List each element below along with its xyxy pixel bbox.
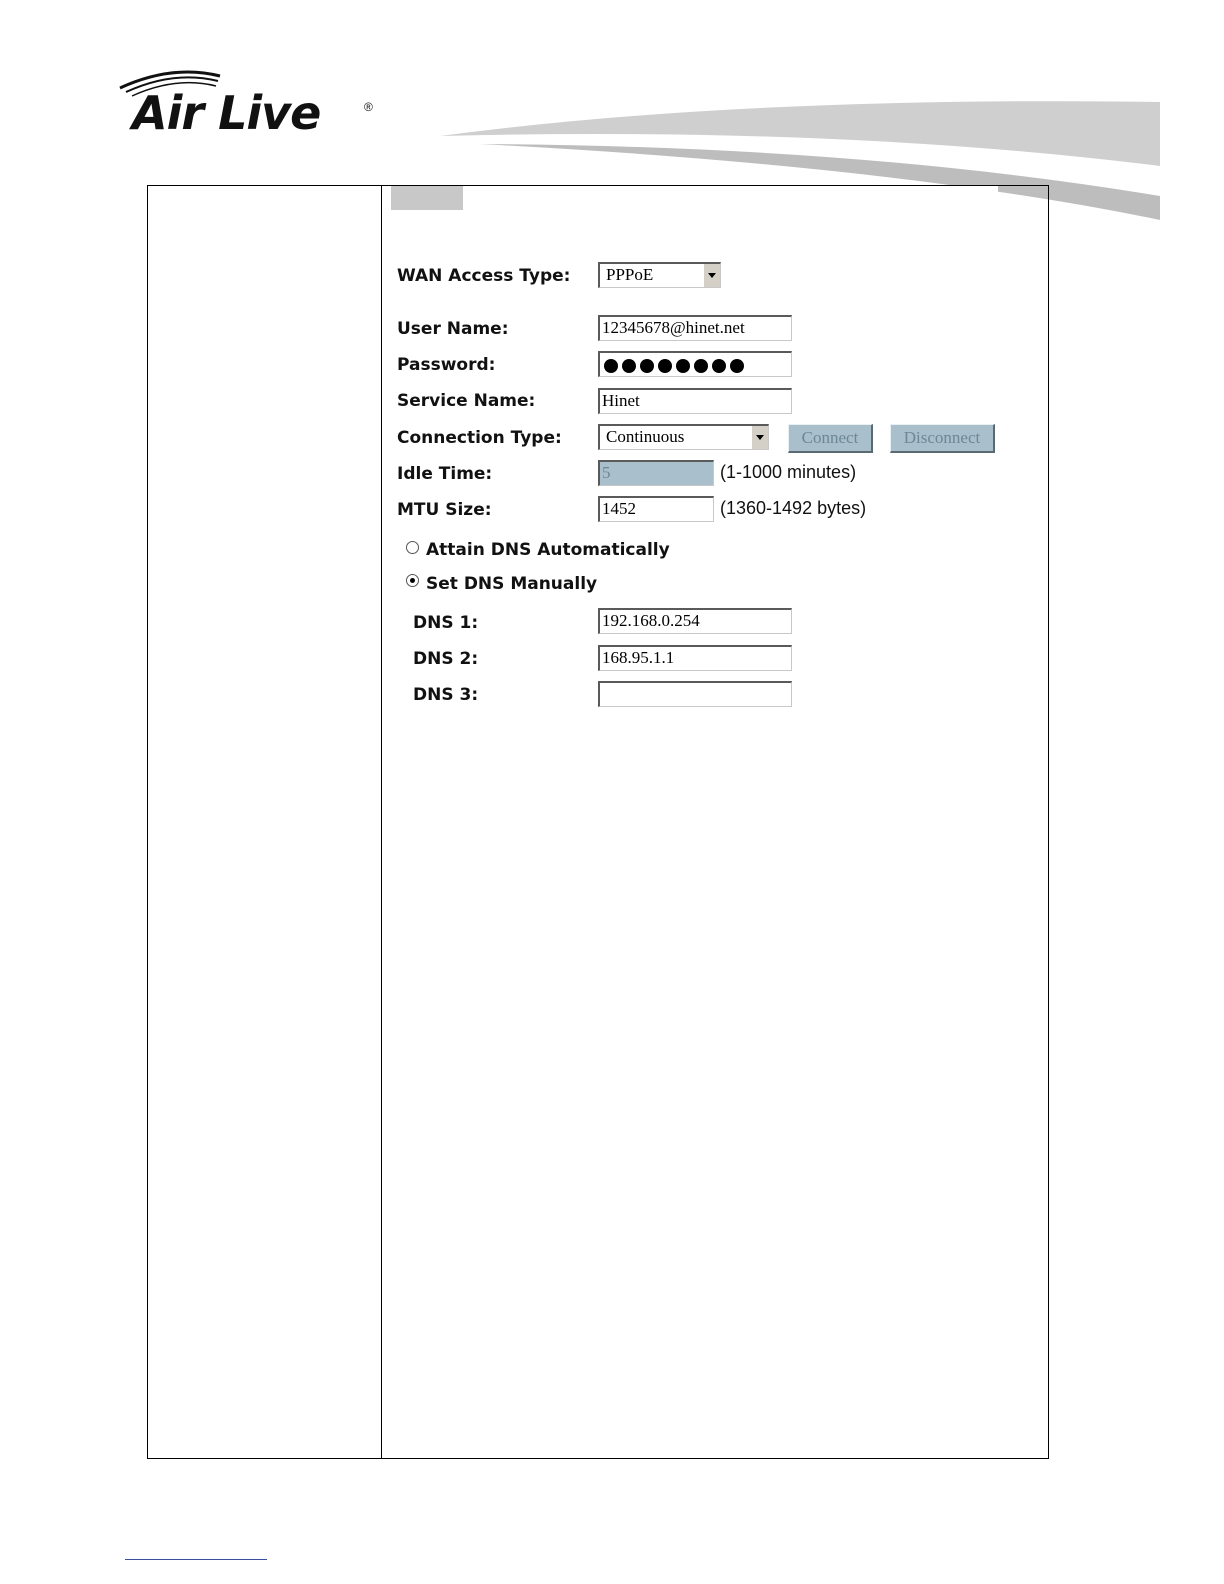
connection-type-value: Continuous	[606, 427, 685, 446]
dns1-label: DNS 1:	[413, 613, 479, 633]
column-divider	[381, 186, 382, 1458]
user-name-input[interactable]: 12345678@hinet.net	[598, 315, 792, 341]
mtu-size-input[interactable]: 1452	[598, 496, 714, 522]
chevron-down-icon[interactable]	[751, 426, 768, 449]
idle-time-label: Idle Time:	[397, 464, 493, 484]
idle-time-input[interactable]: 5	[598, 460, 714, 486]
mtu-size-label: MTU Size:	[397, 500, 492, 520]
connection-type-select[interactable]	[598, 424, 769, 450]
dns-auto-label: Attain DNS Automatically	[426, 540, 670, 560]
password-input[interactable]	[598, 351, 792, 377]
dns3-label: DNS 3:	[413, 685, 479, 705]
password-label: Password:	[397, 355, 496, 375]
dns-manual-label: Set DNS Manually	[426, 574, 598, 594]
wan-access-type-label: WAN Access Type:	[397, 266, 571, 286]
tab-stub	[391, 186, 463, 210]
wan-access-type-value: PPPoE	[606, 265, 654, 284]
dns2-label: DNS 2:	[413, 649, 479, 669]
airlive-logo	[112, 62, 382, 152]
user-name-label: User Name:	[397, 319, 509, 339]
dns-manual-radio[interactable]	[406, 574, 419, 587]
idle-time-hint: (1-1000 minutes)	[720, 462, 857, 482]
wan-access-type-select[interactable]	[598, 262, 721, 288]
dns-auto-radio[interactable]	[406, 541, 419, 554]
disconnect-button[interactable]: Disconnect	[890, 424, 995, 453]
password-mask	[604, 357, 748, 377]
connection-type-label: Connection Type:	[397, 428, 562, 448]
mtu-size-hint: (1360-1492 bytes)	[720, 498, 867, 518]
service-name-input[interactable]: Hinet	[598, 388, 792, 414]
chevron-down-icon[interactable]	[703, 264, 720, 287]
wan-settings-screenshot	[391, 186, 998, 714]
service-name-label: Service Name:	[397, 391, 536, 411]
dns2-input[interactable]: 168.95.1.1	[598, 645, 792, 671]
logo-wordmark: Air Live	[132, 86, 321, 140]
connect-button[interactable]: Connect	[788, 424, 873, 453]
registered-mark: ®	[364, 100, 373, 114]
dns1-input[interactable]: 192.168.0.254	[598, 608, 792, 634]
footer-rule	[125, 1559, 267, 1560]
dns3-input[interactable]	[598, 681, 792, 707]
